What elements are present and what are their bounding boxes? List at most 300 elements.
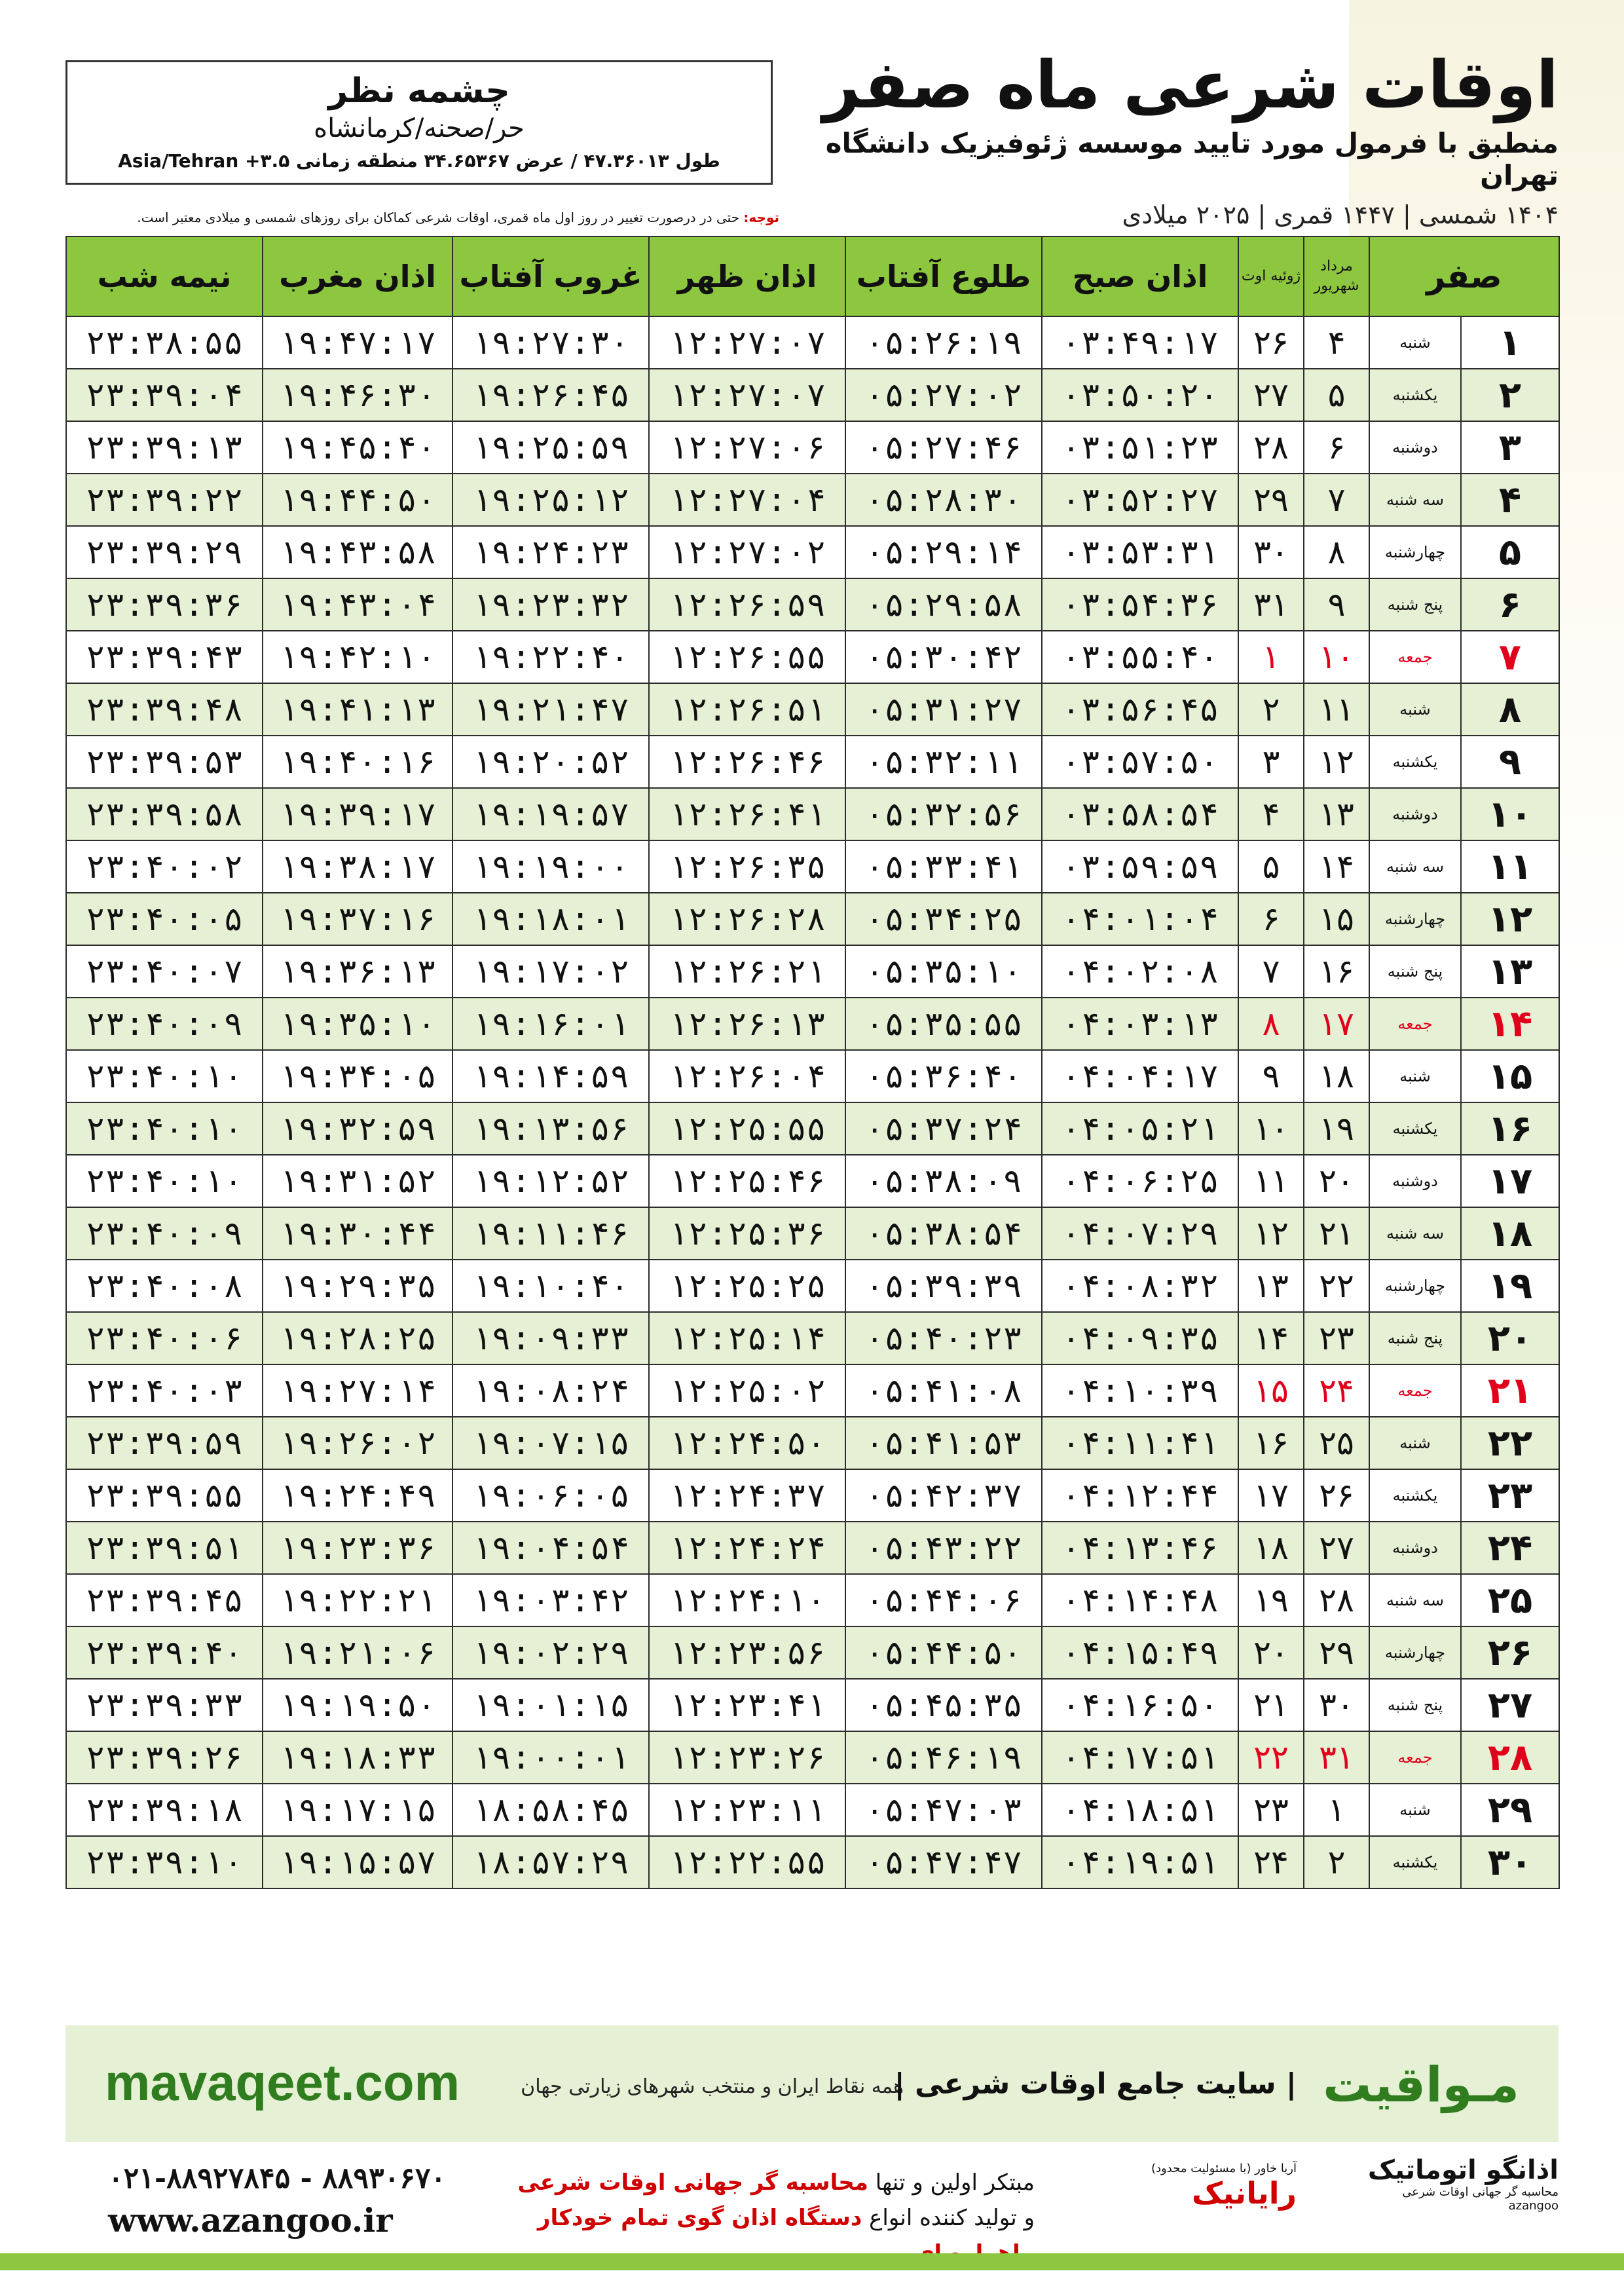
promo1-b: محاسبه گر جهانی اوقات شرعی (517, 2169, 868, 2196)
cell-midnight: ۲۳:۳۹:۴۸ (66, 683, 263, 736)
cell-midnight: ۲۳:۳۹:۴۰ (66, 1626, 263, 1679)
header-month: صفر (1369, 236, 1559, 316)
table-row (66, 578, 1559, 631)
cell-maghrib: ۱۹:۳۸:۱۷ (263, 840, 452, 893)
cell-sunset: ۱۹:۱۲:۵۲ (452, 1155, 649, 1207)
cell-sh: ۴ (1304, 316, 1369, 369)
cell-sunset: ۱۹:۲۶:۴۵ (452, 369, 649, 421)
cell-dhuhr: ۱۲:۲۵:۵۵ (649, 1102, 845, 1155)
cell-ml: ۴ (1238, 788, 1304, 840)
cell-maghrib: ۱۹:۲۲:۲۱ (263, 1574, 452, 1626)
cell-ml: ۲۷ (1238, 369, 1304, 421)
cell-midnight: ۲۳:۴۰:۱۰ (66, 1050, 263, 1102)
cell-maghrib: ۱۹:۲۶:۰۲ (263, 1417, 452, 1469)
cell-wd: شنبه (1369, 1784, 1461, 1836)
cell-midnight: ۲۳:۳۹:۱۸ (66, 1784, 263, 1836)
cell-day: ۵ (1461, 526, 1559, 578)
cell-sunset: ۱۹:۱۶:۰۱ (452, 998, 649, 1050)
cell-day: ۶ (1461, 578, 1559, 631)
header-shamsi: مرداد شهریور (1304, 236, 1369, 316)
cell-sunrise: ۰۵:۴۰:۲۳ (845, 1312, 1042, 1364)
cell-ml: ۲۰ (1238, 1626, 1304, 1679)
cell-dhuhr: ۱۲:۲۵:۲۵ (649, 1260, 845, 1312)
cell-fajr: ۰۴:۰۴:۱۷ (1042, 1050, 1238, 1102)
site-link[interactable]: mavaqeet.com (105, 2054, 460, 2111)
azangoo-name: اذانگو اتوماتیک (1367, 2155, 1559, 2185)
cell-sunset: ۱۸:۵۸:۴۵ (452, 1784, 649, 1836)
rayanik-name: رایانیک (1192, 2175, 1297, 2211)
cell-day: ۱۸ (1461, 1207, 1559, 1260)
website-link[interactable]: www.azangoo.ir (108, 2201, 393, 2240)
cell-maghrib: ۱۹:۳۲:۵۹ (263, 1102, 452, 1155)
header-sunset: غروب آفتاب (452, 236, 649, 316)
cell-sunrise: ۰۵:۲۸:۳۰ (845, 474, 1042, 526)
cell-fajr: ۰۳:۵۴:۳۶ (1042, 578, 1238, 631)
cell-sunrise: ۰۵:۴۱:۰۸ (845, 1364, 1042, 1417)
cell-fajr: ۰۴:۱۷:۵۱ (1042, 1731, 1238, 1784)
cell-midnight: ۲۳:۴۰:۰۲ (66, 840, 263, 893)
cell-sunset: ۱۹:۰۳:۴۲ (452, 1574, 649, 1626)
cell-dhuhr: ۱۲:۲۶:۴۶ (649, 736, 845, 788)
cell-sh: ۲۶ (1304, 1469, 1369, 1522)
location-region: حر/صحنه/کرمانشاه (314, 113, 525, 143)
cell-maghrib: ۱۹:۲۳:۳۶ (263, 1522, 452, 1574)
cell-sh: ۱۳ (1304, 788, 1369, 840)
cell-sunset: ۱۹:۲۲:۴۰ (452, 631, 649, 683)
table-row (66, 893, 1559, 945)
table-row (66, 631, 1559, 683)
cell-ml: ۳۱ (1238, 578, 1304, 631)
cell-dhuhr: ۱۲:۲۷:۰۷ (649, 369, 845, 421)
cell-wd: چهارشنبه (1369, 1626, 1461, 1679)
cell-wd: شنبه (1369, 1050, 1461, 1102)
cell-day: ۹ (1461, 736, 1559, 788)
cell-sh: ۱۴ (1304, 840, 1369, 893)
cell-sunset: ۱۹:۲۵:۵۹ (452, 421, 649, 474)
cell-maghrib: ۱۹:۳۷:۱۶ (263, 893, 452, 945)
cell-ml: ۲۹ (1238, 474, 1304, 526)
cell-sunrise: ۰۵:۳۰:۴۲ (845, 631, 1042, 683)
cell-wd: سه شنبه (1369, 474, 1461, 526)
cell-maghrib: ۱۹:۱۵:۵۷ (263, 1836, 452, 1888)
cell-sunset: ۱۹:۰۱:۱۵ (452, 1679, 649, 1731)
cell-fajr: ۰۴:۱۴:۴۸ (1042, 1574, 1238, 1626)
cell-sunset: ۱۹:۲۳:۳۲ (452, 578, 649, 631)
header-midnight: نیمه شب (66, 236, 263, 316)
cell-fajr: ۰۳:۴۹:۱۷ (1042, 316, 1238, 369)
cell-wd: دوشنبه (1369, 421, 1461, 474)
table-row (66, 1207, 1559, 1260)
cell-sh: ۹ (1304, 578, 1369, 631)
cell-day: ۱ (1461, 316, 1559, 369)
table-row (66, 1626, 1559, 1679)
cell-sunrise: ۰۵:۳۱:۲۷ (845, 683, 1042, 736)
cell-maghrib: ۱۹:۳۹:۱۷ (263, 788, 452, 840)
table-row (66, 1836, 1559, 1888)
table-row (66, 998, 1559, 1050)
cell-maghrib: ۱۹:۴۵:۴۰ (263, 421, 452, 474)
cell-midnight: ۲۳:۳۹:۵۸ (66, 788, 263, 840)
cell-midnight: ۲۳:۳۹:۲۲ (66, 474, 263, 526)
cell-maghrib: ۱۹:۴۰:۱۶ (263, 736, 452, 788)
cell-dhuhr: ۱۲:۲۶:۲۱ (649, 945, 845, 998)
cell-sh: ۲۳ (1304, 1312, 1369, 1364)
table-row (66, 1312, 1559, 1364)
cell-wd: چهارشنبه (1369, 893, 1461, 945)
cell-sh: ۱۰ (1304, 631, 1369, 683)
cell-day: ۱۵ (1461, 1050, 1559, 1102)
cell-midnight: ۲۳:۳۹:۴۵ (66, 1574, 263, 1626)
header-fajr: اذان صبح (1042, 236, 1238, 316)
cell-sh: ۱۲ (1304, 736, 1369, 788)
note (65, 210, 779, 225)
promo2-b: دستگاه اذان گوی تمام خودکار (537, 2205, 862, 2231)
cell-sunrise: ۰۵:۳۵:۵۵ (845, 998, 1042, 1050)
cell-dhuhr: ۱۲:۲۶:۵۵ (649, 631, 845, 683)
table-row (66, 1260, 1559, 1312)
cell-ml: ۲۲ (1238, 1731, 1304, 1784)
cell-maghrib: ۱۹:۴۱:۱۳ (263, 683, 452, 736)
cell-ml: ۲۱ (1238, 1679, 1304, 1731)
cell-maghrib: ۱۹:۴۷:۱۷ (263, 316, 452, 369)
phone-number: ۰۲۱-۸۸۹۲۷۸۴۵ - ۸۸۹۳۰۶۷۰ (108, 2162, 447, 2195)
cell-maghrib: ۱۹:۴۳:۰۴ (263, 578, 452, 631)
cell-ml: ۱۸ (1238, 1522, 1304, 1574)
cell-maghrib: ۱۹:۴۶:۳۰ (263, 369, 452, 421)
cell-wd: جمعه (1369, 631, 1461, 683)
cell-sunrise: ۰۵:۳۹:۳۹ (845, 1260, 1042, 1312)
cell-dhuhr: ۱۲:۲۶:۳۵ (649, 840, 845, 893)
cell-dhuhr: ۱۲:۲۳:۱۱ (649, 1784, 845, 1836)
cell-maghrib: ۱۹:۳۵:۱۰ (263, 998, 452, 1050)
cell-sh: ۱۵ (1304, 893, 1369, 945)
table-row (66, 1574, 1559, 1626)
cell-sunset: ۱۹:۰۲:۲۹ (452, 1626, 649, 1679)
cell-maghrib: ۱۹:۴۳:۵۸ (263, 526, 452, 578)
cell-sunset: ۱۹:۱۷:۰۲ (452, 945, 649, 998)
table-row (66, 1522, 1559, 1574)
table-row (66, 421, 1559, 474)
cell-fajr: ۰۴:۰۸:۳۲ (1042, 1260, 1238, 1312)
cell-sh: ۸ (1304, 526, 1369, 578)
cell-fajr: ۰۴:۱۵:۴۹ (1042, 1626, 1238, 1679)
table-row (66, 1679, 1559, 1731)
cell-wd: سه شنبه (1369, 840, 1461, 893)
cell-wd: چهارشنبه (1369, 1260, 1461, 1312)
cell-wd: شنبه (1369, 316, 1461, 369)
cell-fajr: ۰۳:۵۵:۴۰ (1042, 631, 1238, 683)
cell-ml: ۱ (1238, 631, 1304, 683)
cell-sunrise: ۰۵:۴۱:۵۳ (845, 1417, 1042, 1469)
cell-dhuhr: ۱۲:۲۲:۵۵ (649, 1836, 845, 1888)
cell-fajr: ۰۴:۱۱:۴۱ (1042, 1417, 1238, 1469)
location-name: چشمه نظر (328, 71, 510, 111)
header-dhuhr: اذان ظهر (649, 236, 845, 316)
cell-fajr: ۰۴:۰۶:۲۵ (1042, 1155, 1238, 1207)
cell-day: ۱۰ (1461, 788, 1559, 840)
cell-sh: ۱ (1304, 1784, 1369, 1836)
cell-maghrib: ۱۹:۳۶:۱۳ (263, 945, 452, 998)
cell-midnight: ۲۳:۴۰:۰۳ (66, 1364, 263, 1417)
cell-sunrise: ۰۵:۴۴:۰۶ (845, 1574, 1042, 1626)
cell-sunset: ۱۹:۲۱:۴۷ (452, 683, 649, 736)
cell-wd: یکشنبه (1369, 736, 1461, 788)
header-miladi: ژوئیه اوت (1238, 236, 1304, 316)
cell-midnight: ۲۳:۴۰:۰۹ (66, 1207, 263, 1260)
cell-ml: ۱۷ (1238, 1469, 1304, 1522)
cell-ml: ۲۶ (1238, 316, 1304, 369)
table-body (66, 316, 1559, 1888)
cell-sunrise: ۰۵:۴۴:۵۰ (845, 1626, 1042, 1679)
table-row (66, 474, 1559, 526)
cell-ml: ۱۶ (1238, 1417, 1304, 1469)
cell-sunrise: ۰۵:۴۲:۳۷ (845, 1469, 1042, 1522)
cell-sh: ۵ (1304, 369, 1369, 421)
cell-wd: سه شنبه (1369, 1574, 1461, 1626)
cell-day: ۱۶ (1461, 1102, 1559, 1155)
cell-day: ۷ (1461, 631, 1559, 683)
cell-midnight: ۲۳:۳۹:۵۵ (66, 1469, 263, 1522)
cell-sunset: ۱۹:۰۰:۰۱ (452, 1731, 649, 1784)
cell-sh: ۲۵ (1304, 1417, 1369, 1469)
cell-day: ۱۲ (1461, 893, 1559, 945)
prayer-times-table (65, 236, 1560, 1889)
cell-ml: ۱۵ (1238, 1364, 1304, 1417)
cell-dhuhr: ۱۲:۲۶:۴۱ (649, 788, 845, 840)
table-header-row (66, 236, 1559, 316)
cell-wd: یکشنبه (1369, 1836, 1461, 1888)
cell-day: ۲۶ (1461, 1626, 1559, 1679)
table-row (66, 788, 1559, 840)
cell-ml: ۱۱ (1238, 1155, 1304, 1207)
cell-sunset: ۱۹:۱۱:۴۶ (452, 1207, 649, 1260)
cell-dhuhr: ۱۲:۲۷:۰۷ (649, 316, 845, 369)
footer-subtag: همه نقاط ایران و منتخب شهرهای زیارتی جهان (521, 2075, 904, 2098)
cell-ml: ۱۲ (1238, 1207, 1304, 1260)
cell-sh: ۲۷ (1304, 1522, 1369, 1574)
cell-wd: دوشنبه (1369, 1155, 1461, 1207)
bottom-divider (0, 2253, 1624, 2270)
cell-ml: ۱۳ (1238, 1260, 1304, 1312)
cell-fajr: ۰۳:۵۶:۴۵ (1042, 683, 1238, 736)
cell-day: ۲ (1461, 369, 1559, 421)
note-label: توجه: (743, 210, 779, 225)
page-subtitle: منطبق با فرمول مورد تایید موسسه ژئوفیزیک دانشگاه تهران (825, 127, 1559, 191)
cell-dhuhr: ۱۲:۲۷:۰۴ (649, 474, 845, 526)
cell-sunrise: ۰۵:۳۲:۵۶ (845, 788, 1042, 840)
cell-dhuhr: ۱۲:۲۶:۰۴ (649, 1050, 845, 1102)
cell-maghrib: ۱۹:۳۴:۰۵ (263, 1050, 452, 1102)
table-row (66, 1155, 1559, 1207)
cell-sunset: ۱۹:۱۳:۵۶ (452, 1102, 649, 1155)
cell-dhuhr: ۱۲:۲۵:۳۶ (649, 1207, 845, 1260)
cell-fajr: ۰۴:۱۸:۵۱ (1042, 1784, 1238, 1836)
cell-sh: ۱۸ (1304, 1050, 1369, 1102)
cell-fajr: ۰۴:۰۵:۲۱ (1042, 1102, 1238, 1155)
cell-day: ۲۳ (1461, 1469, 1559, 1522)
cell-dhuhr: ۱۲:۲۶:۱۳ (649, 998, 845, 1050)
cell-maghrib: ۱۹:۴۲:۱۰ (263, 631, 452, 683)
table-row (66, 840, 1559, 893)
cell-wd: یکشنبه (1369, 369, 1461, 421)
cell-sh: ۲۲ (1304, 1260, 1369, 1312)
cell-sunrise: ۰۵:۴۵:۳۵ (845, 1679, 1042, 1731)
cell-ml: ۱۹ (1238, 1574, 1304, 1626)
cell-wd: دوشنبه (1369, 1522, 1461, 1574)
cell-midnight: ۲۳:۳۹:۱۰ (66, 1836, 263, 1888)
cell-sh: ۱۶ (1304, 945, 1369, 998)
cell-sunset: ۱۹:۲۰:۵۲ (452, 736, 649, 788)
cell-fajr: ۰۴:۱۰:۳۹ (1042, 1364, 1238, 1417)
cell-sunset: ۱۹:۱۹:۰۰ (452, 840, 649, 893)
cell-wd: پنج شنبه (1369, 1679, 1461, 1731)
cell-sunrise: ۰۵:۲۶:۱۹ (845, 316, 1042, 369)
cell-sunrise: ۰۵:۳۲:۱۱ (845, 736, 1042, 788)
cell-fajr: ۰۴:۱۲:۴۴ (1042, 1469, 1238, 1522)
rayanik-logo (1146, 2162, 1297, 2221)
cell-dhuhr: ۱۲:۲۳:۴۱ (649, 1679, 845, 1731)
cell-dhuhr: ۱۲:۲۵:۰۲ (649, 1364, 845, 1417)
cell-wd: سه شنبه (1369, 1207, 1461, 1260)
cell-dhuhr: ۱۲:۲۴:۳۷ (649, 1469, 845, 1522)
cell-dhuhr: ۱۲:۲۳:۲۶ (649, 1731, 845, 1784)
cell-day: ۲۹ (1461, 1784, 1559, 1836)
promo1-a: مبتکر اولین و تنها (868, 2169, 1035, 2196)
cell-ml: ۹ (1238, 1050, 1304, 1102)
table-row (66, 1417, 1559, 1469)
cell-midnight: ۲۳:۴۰:۰۷ (66, 945, 263, 998)
cell-dhuhr: ۱۲:۲۷:۰۶ (649, 421, 845, 474)
cell-sunset: ۱۹:۱۰:۴۰ (452, 1260, 649, 1312)
cell-day: ۳۰ (1461, 1836, 1559, 1888)
cell-sh: ۶ (1304, 421, 1369, 474)
cell-sunset: ۱۹:۲۷:۳۰ (452, 316, 649, 369)
table-row (66, 369, 1559, 421)
cell-fajr: ۰۴:۰۹:۳۵ (1042, 1312, 1238, 1364)
cell-day: ۸ (1461, 683, 1559, 736)
brand-logo: مـواقیت (1323, 2057, 1519, 2113)
cell-sunrise: ۰۵:۴۷:۴۷ (845, 1836, 1042, 1888)
cell-midnight: ۲۳:۴۰:۰۸ (66, 1260, 263, 1312)
cell-midnight: ۲۳:۳۸:۵۵ (66, 316, 263, 369)
cell-ml: ۵ (1238, 840, 1304, 893)
table-row (66, 1050, 1559, 1102)
cell-sunrise: ۰۵:۳۷:۲۴ (845, 1102, 1042, 1155)
cell-dhuhr: ۱۲:۲۴:۱۰ (649, 1574, 845, 1626)
cell-midnight: ۲۳:۳۹:۰۴ (66, 369, 263, 421)
cell-dhuhr: ۱۲:۲۴:۵۰ (649, 1417, 845, 1469)
cell-sunrise: ۰۵:۴۷:۰۳ (845, 1784, 1042, 1836)
rayanik-tag: آریا خاور (با مسئولیت محدود) (1151, 2162, 1297, 2175)
cell-day: ۲۰ (1461, 1312, 1559, 1364)
cell-dhuhr: ۱۲:۲۷:۰۲ (649, 526, 845, 578)
cell-maghrib: ۱۹:۲۴:۴۹ (263, 1469, 452, 1522)
cell-ml: ۲۴ (1238, 1836, 1304, 1888)
cell-midnight: ۲۳:۴۰:۱۰ (66, 1155, 263, 1207)
footer-tagline: | سایت جامع اوقات شرعی | (894, 2067, 1297, 2101)
cell-sunset: ۱۸:۵۷:۲۹ (452, 1836, 649, 1888)
cell-sunrise: ۰۵:۳۸:۰۹ (845, 1155, 1042, 1207)
cell-fajr: ۰۴:۱۳:۴۶ (1042, 1522, 1238, 1574)
cell-day: ۲۱ (1461, 1364, 1559, 1417)
cell-fajr: ۰۳:۵۸:۵۴ (1042, 788, 1238, 840)
azangoo-latin: azangoo (1508, 2199, 1559, 2213)
cell-day: ۱۱ (1461, 840, 1559, 893)
cell-ml: ۳ (1238, 736, 1304, 788)
note-text: حتی در درصورت تغییر در روز اول ماه قمری، اوقات شرعی کماکان برای روزهای شمسی و میلادی معتبر است. (137, 210, 740, 225)
cell-ml: ۳۰ (1238, 526, 1304, 578)
cell-midnight: ۲۳:۳۹:۵۱ (66, 1522, 263, 1574)
cell-sunrise: ۰۵:۲۷:۴۶ (845, 421, 1042, 474)
cell-ml: ۸ (1238, 998, 1304, 1050)
cell-midnight: ۲۳:۳۹:۱۳ (66, 421, 263, 474)
cell-midnight: ۲۳:۴۰:۱۰ (66, 1102, 263, 1155)
table-row (66, 1364, 1559, 1417)
cell-wd: پنج شنبه (1369, 578, 1461, 631)
cell-sunrise: ۰۵:۴۳:۲۲ (845, 1522, 1042, 1574)
cell-day: ۲۴ (1461, 1522, 1559, 1574)
cell-sh: ۲۰ (1304, 1155, 1369, 1207)
cell-fajr: ۰۴:۰۲:۰۸ (1042, 945, 1238, 998)
cell-wd: جمعه (1369, 998, 1461, 1050)
cell-sh: ۳۰ (1304, 1679, 1369, 1731)
cell-sh: ۲۱ (1304, 1207, 1369, 1260)
cell-sunrise: ۰۵:۲۷:۰۲ (845, 369, 1042, 421)
cell-day: ۲۵ (1461, 1574, 1559, 1626)
cell-maghrib: ۱۹:۲۱:۰۶ (263, 1626, 452, 1679)
footer-band (65, 2025, 1559, 2142)
cell-ml: ۷ (1238, 945, 1304, 998)
cell-fajr: ۰۳:۵۲:۲۷ (1042, 474, 1238, 526)
cell-ml: ۱۰ (1238, 1102, 1304, 1155)
cell-maghrib: ۱۹:۲۸:۲۵ (263, 1312, 452, 1364)
table-row (66, 526, 1559, 578)
cell-midnight: ۲۳:۴۰:۰۶ (66, 1312, 263, 1364)
table-row (66, 945, 1559, 998)
cell-wd: شنبه (1369, 683, 1461, 736)
cell-sunrise: ۰۵:۳۶:۴۰ (845, 1050, 1042, 1102)
cell-dhuhr: ۱۲:۲۳:۵۶ (649, 1626, 845, 1679)
table-row (66, 736, 1559, 788)
cell-midnight: ۲۳:۴۰:۰۹ (66, 998, 263, 1050)
cell-midnight: ۲۳:۳۹:۲۶ (66, 1731, 263, 1784)
table-row (66, 1102, 1559, 1155)
cell-dhuhr: ۱۲:۲۶:۵۹ (649, 578, 845, 631)
cell-sunset: ۱۹:۱۸:۰۱ (452, 893, 649, 945)
cell-wd: یکشنبه (1369, 1102, 1461, 1155)
cell-wd: شنبه (1369, 1417, 1461, 1469)
cell-sunset: ۱۹:۰۸:۲۴ (452, 1364, 649, 1417)
cell-wd: جمعه (1369, 1731, 1461, 1784)
cell-sunrise: ۰۵:۲۹:۵۸ (845, 578, 1042, 631)
cell-maghrib: ۱۹:۱۷:۱۵ (263, 1784, 452, 1836)
cell-midnight: ۲۳:۳۹:۳۳ (66, 1679, 263, 1731)
cell-dhuhr: ۱۲:۲۴:۲۴ (649, 1522, 845, 1574)
cell-fajr: ۰۳:۵۹:۵۹ (1042, 840, 1238, 893)
cell-fajr: ۰۴:۱۶:۵۰ (1042, 1679, 1238, 1731)
cell-day: ۴ (1461, 474, 1559, 526)
cell-fajr: ۰۳:۵۱:۲۳ (1042, 421, 1238, 474)
cell-sh: ۷ (1304, 474, 1369, 526)
table-row (66, 1784, 1559, 1836)
cell-dhuhr: ۱۲:۲۶:۲۸ (649, 893, 845, 945)
cell-day: ۲۲ (1461, 1417, 1559, 1469)
cell-day: ۱۴ (1461, 998, 1559, 1050)
cell-midnight: ۲۳:۳۹:۳۶ (66, 578, 263, 631)
year-line: ۱۴۰۴ شمسی | ۱۴۴۷ قمری | ۲۰۲۵ میلادی (1122, 200, 1559, 229)
cell-sunrise: ۰۵:۳۳:۴۱ (845, 840, 1042, 893)
cell-midnight: ۲۳:۳۹:۴۳ (66, 631, 263, 683)
